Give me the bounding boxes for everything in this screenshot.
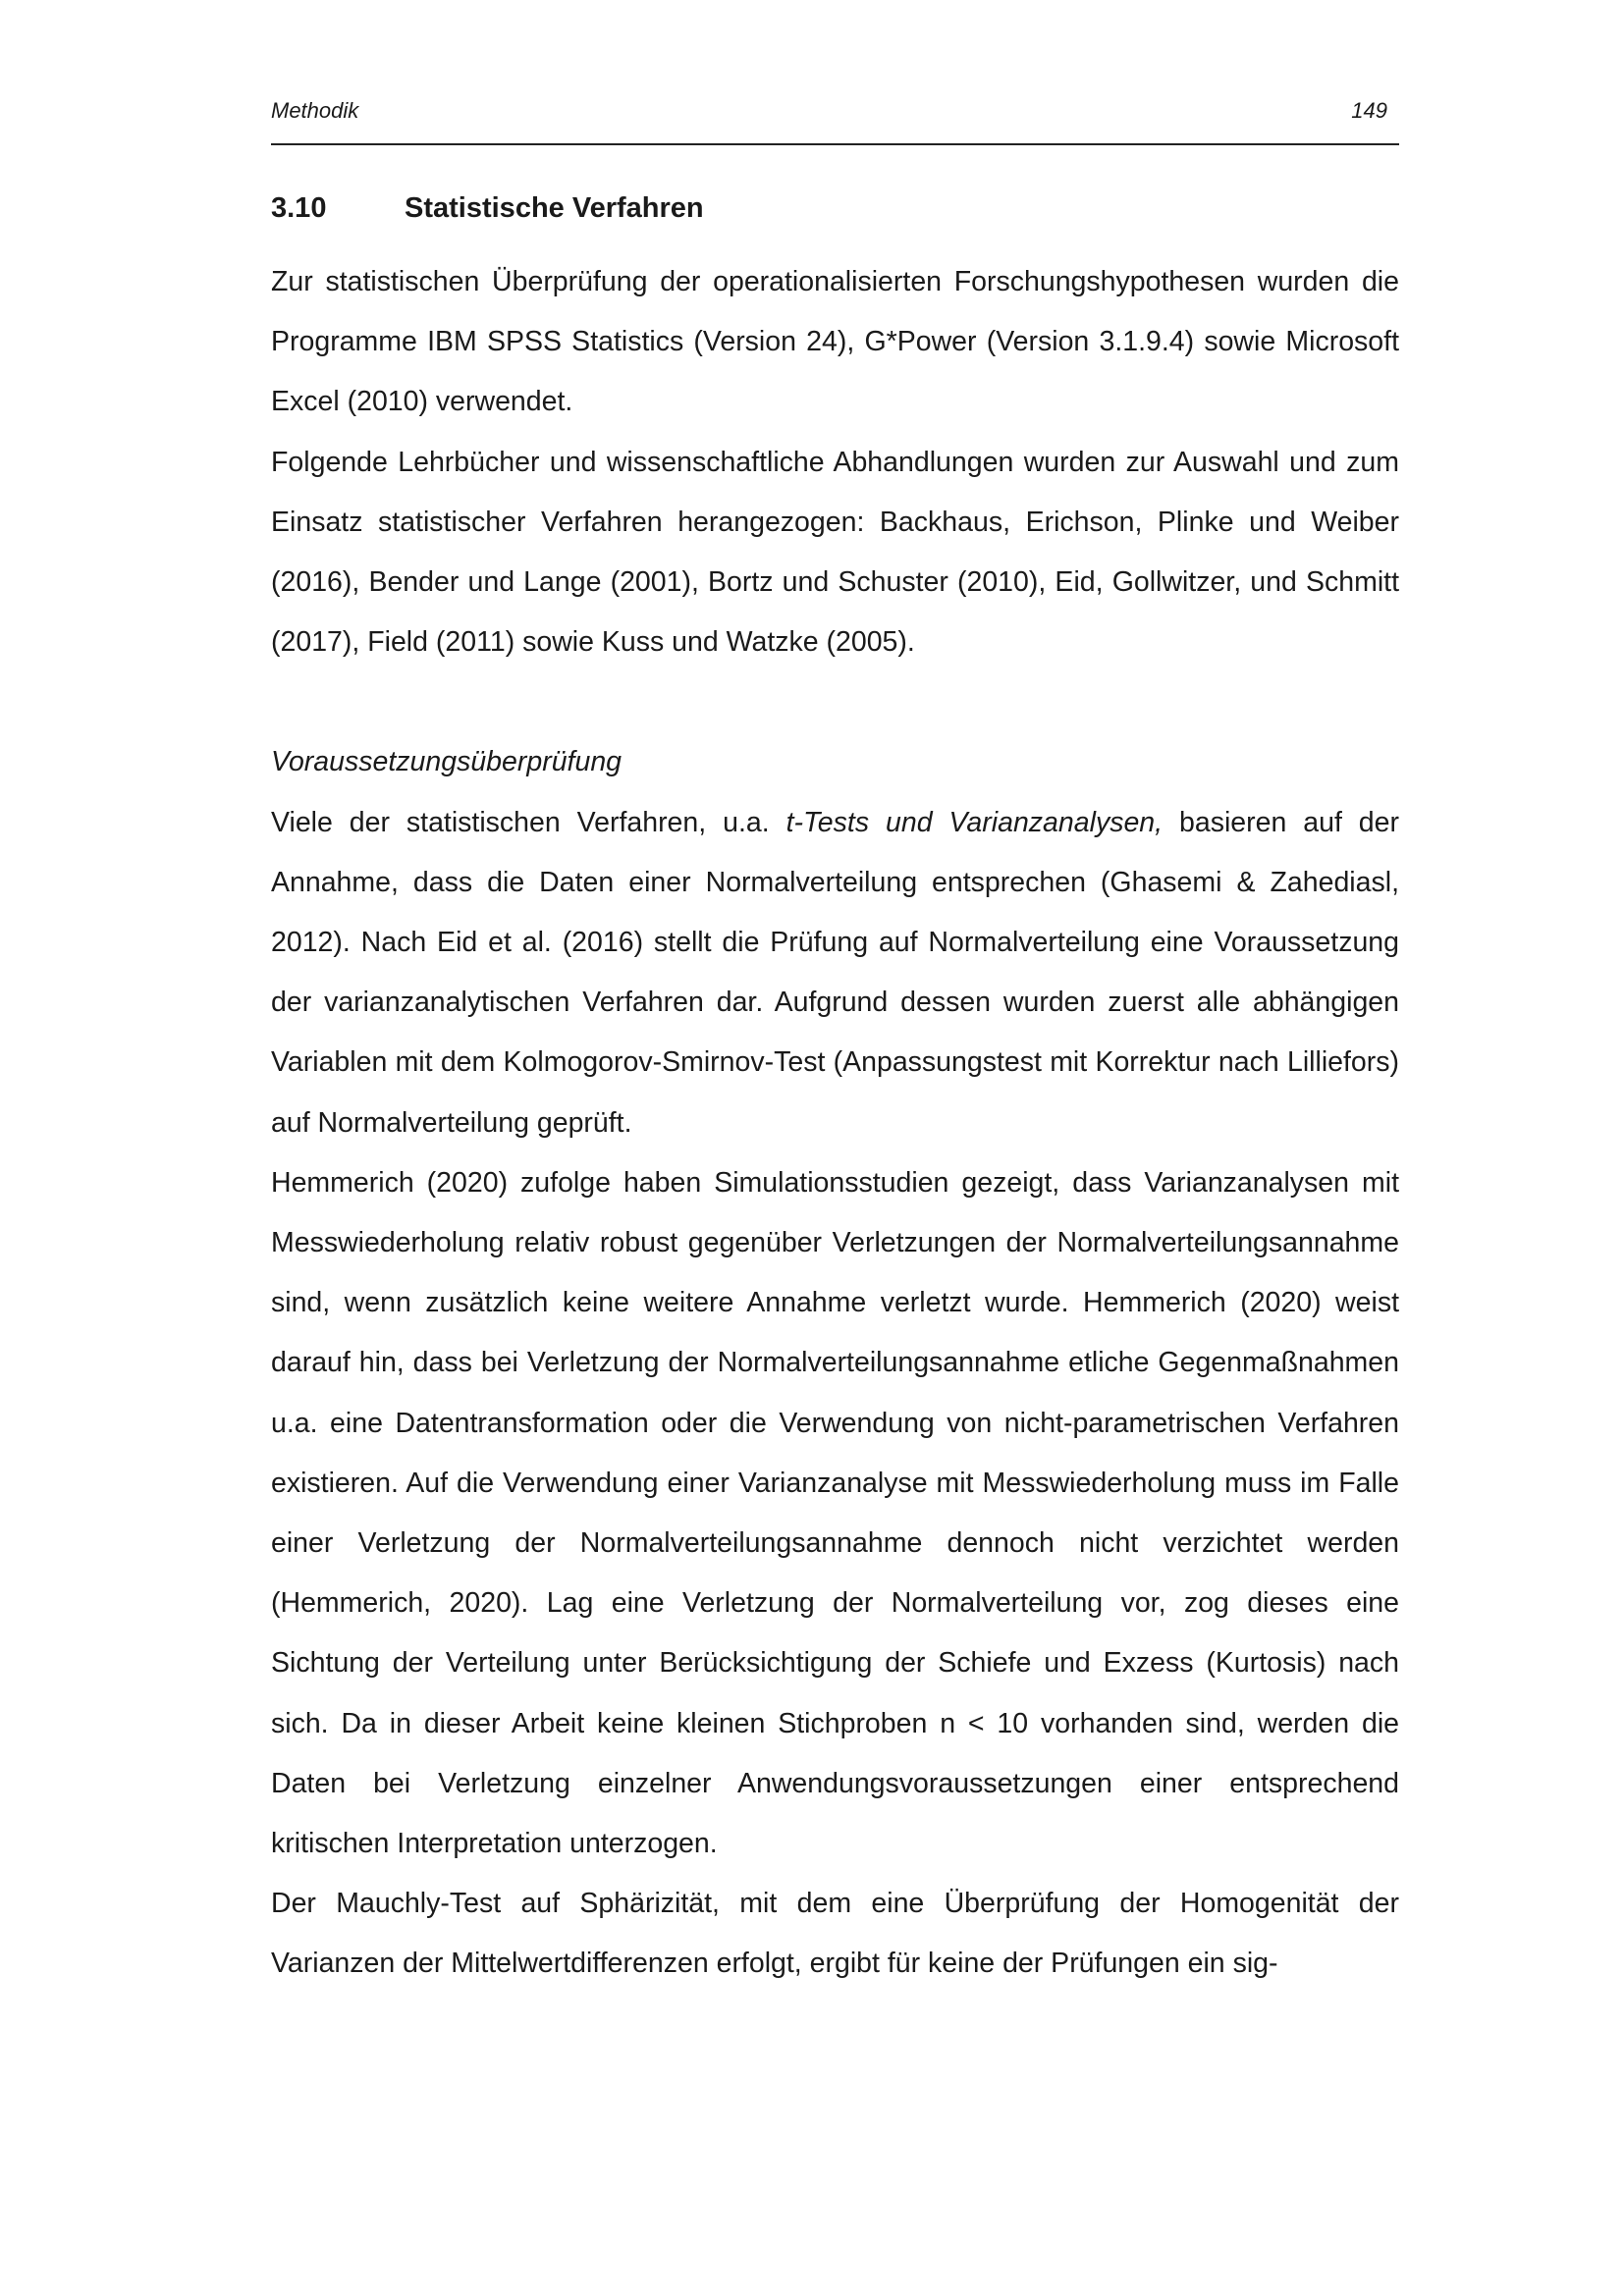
paragraph-3-end: basieren auf der Annahme, dass die Daten einer Normalverteilung entsprechen (Ghasemi & Zahediasl, 2012). Nach Eid et al. (2016) stellt die Prüfung auf Normalverteilung eine Voraussetzung der varianzanalytischen Verfahren dar. Aufgrund dessen wurden zuerst alle abhängigen Variablen mit dem Kolmogorov-Smirnov-Test (Anpassungstest mit Korrektur nach Lilliefors) auf Normalverteilung geprüft. — [271, 806, 1399, 1139]
running-header — [271, 94, 1399, 145]
paragraph-5: Der Mauchly-Test auf Sphärizität, mit dem eine Überprüfung der Homogenität der Varianzen der Mittelwertdifferenzen erfolgt, ergibt für keine der Prüfungen ein sig- — [271, 1888, 1399, 1980]
section-heading — [271, 192, 704, 225]
subheading: Voraussetzungsüberprüfung — [271, 746, 623, 778]
paragraph-3-italic: t-Tests und Varianzanalysen, — [785, 806, 1164, 838]
body-text — [271, 252, 1399, 1995]
paragraph-1: Zur statistischen Überprüfung der operationalisierten Forschungshypothesen wurden die Programme IBM SPSS Statistics (Version 24), G*Power (Version 3.1.9.4) sowie Microsoft Excel (2010) verwendet. — [271, 266, 1399, 418]
paragraph-2: Folgende Lehrbücher und wissenschaftliche Abhandlungen wurden zur Auswahl und zum Einsatz statistischer Verfahren herangezogen: Backhaus, Erichson, Plinke und Weiber (2016), Bender und Lange (2001), Bortz und Schuster (2010), Eid, Gollwitzer, und Schmitt (2017), Field (2011) sowie Kuss und Watzke (2005). — [271, 446, 1399, 659]
section-title: Statistische Verfahren — [405, 192, 704, 224]
paragraph-3-start: Viele der statistischen Verfahren, u.a. — [271, 806, 786, 838]
chapter-title: Methodik — [271, 98, 359, 123]
paragraph-gap — [271, 672, 1399, 732]
section-number: 3.10 — [271, 192, 327, 224]
paragraph-4: Hemmerich (2020) zufolge haben Simulationsstudien gezeigt, dass Varianzanalysen mit Messwiederholung relativ robust gegenüber Verletzungen der Normalverteilungsannahme sind, wenn zusätzlich keine weitere Annahme verletzt wurde. Hemmerich (2020) weist darauf hin, dass bei Verletzung der Normalverteilungsannahme etliche Gegenmaßnahmen u.a. eine Datentransformation oder die Verwendung von nicht-parametrischen Verfahren existieren. Auf die Verwendung einer Varianzanalyse mit Messwiederholung muss im Falle einer Verletzung der Normalverteilungsannahme dennoch nicht verzichtet werden (Hemmerich, 2020). Lag eine Verletzung der Normalverteilung vor, zog dieses eine Sichtung der Verteilung unter Berücksichtigung der Schiefe und Exzess (Kurtosis) nach sich. Da in dieser Arbeit keine kleinen Stichproben n < 10 vorhanden sind, werden die Daten bei Verletzung einzelner Anwendungsvoraussetzungen einer entsprechend kritischen Interpretation unterzogen. — [271, 1166, 1399, 1860]
page-number: 149 — [1351, 98, 1387, 123]
paragraph-3 — [271, 793, 1399, 1153]
